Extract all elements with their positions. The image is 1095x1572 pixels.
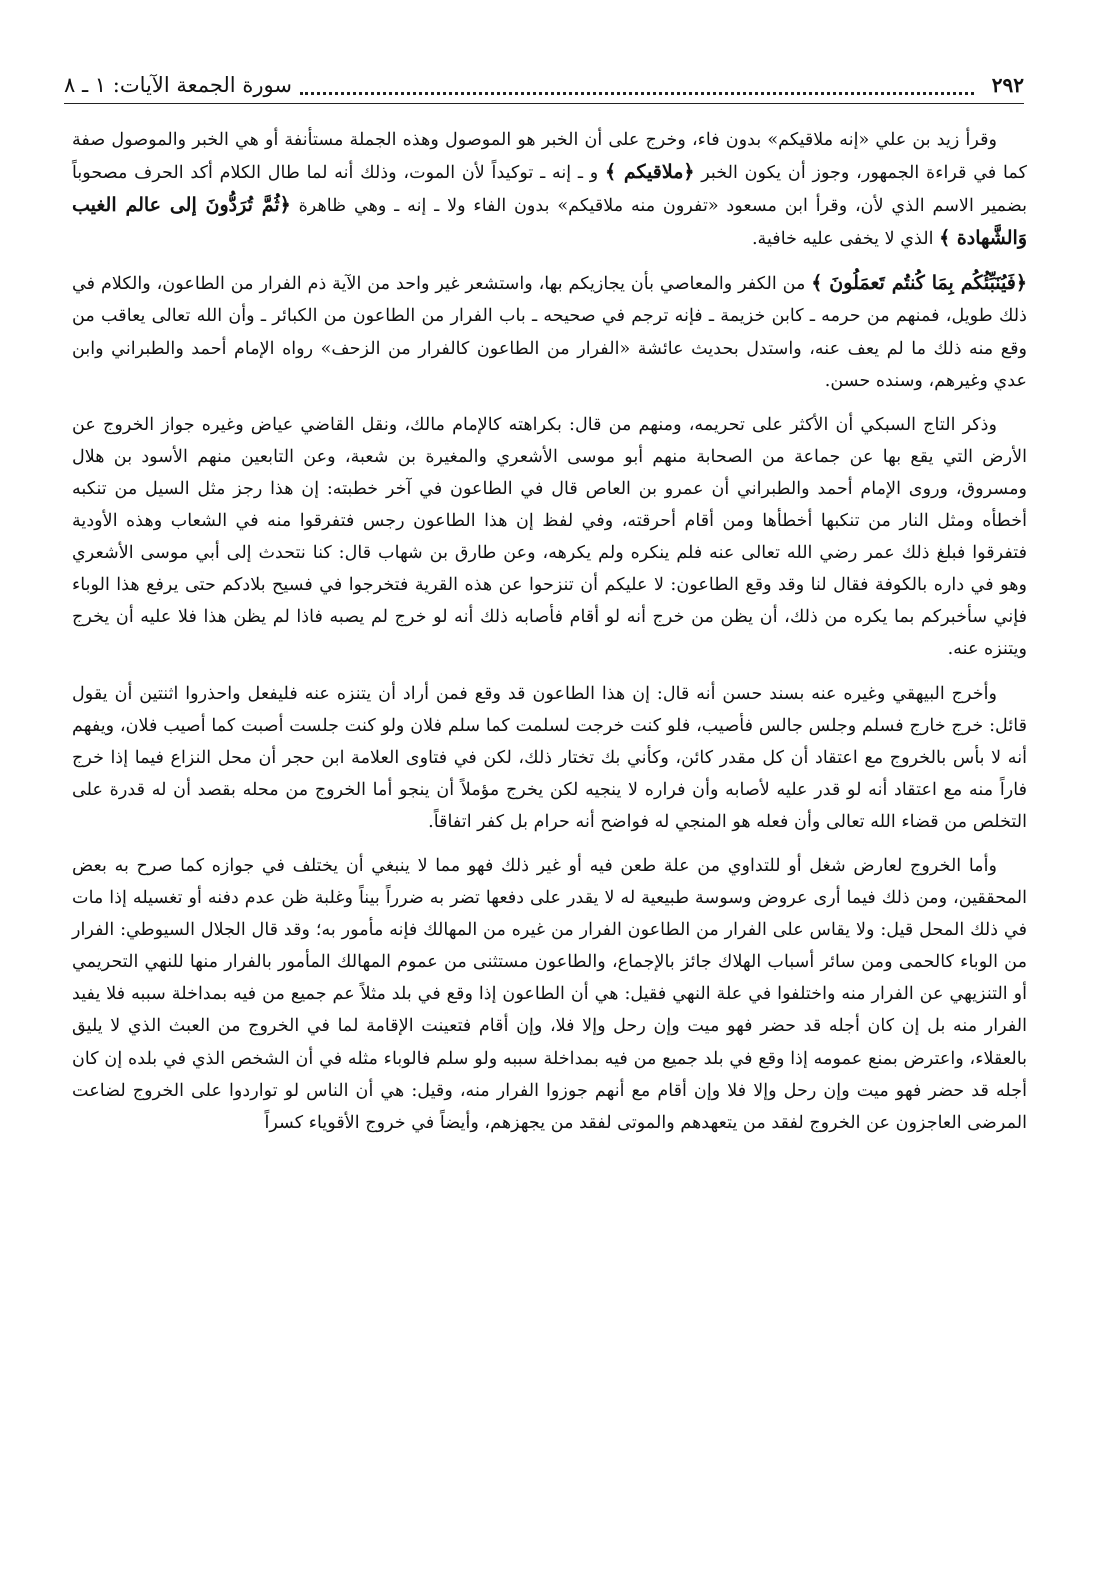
paragraph (72, 409, 1027, 666)
page-header (64, 68, 1024, 102)
paragraph (72, 678, 1027, 838)
running-title: سورة الجمعة الآيات: ١ ـ ٨ (64, 73, 292, 97)
quran-quote: ﴿ثُمَّ تُرَدُّونَ إلى عالم الغيب وَالشَّهادة ﴾ (72, 194, 1027, 250)
quran-quote: ﴿فَيُنَبِّئُكُم بِمَا كُنتُم تَعمَلُونَ ﴾ (811, 272, 1027, 295)
text-run: من الكفر والمعاصي بأن يجازيكم بها، واستشعر غير واحد من الآية ذم الفرار من الطاعون، والكلام في ذلك طويل، فمنهم من حرمه ـ كابن خزيمة ـ فإنه ترجم في صحيحه ـ باب الفرار من الطاعون من الكبائر ـ وأن الله تعالى يعاقب من وقع منه ذلك ما لم يعف عنه، واستدل بحديث عائشة «الفرار من الطاعون كالفرار من الزحف» رواه الإمام أحمد والطبراني وابن عدي وغيرهم، وسنده حسن. (72, 274, 1027, 391)
text-run: وذكر التاج السبكي أن الأكثر على تحريمه، ومنهم من قال: بكراهته كالإمام مالك، ونقل القاضي عياض وغيره جواز الخروج عن الأرض التي يقع بها عن جماعة من الصحابة منهم أبو موسى الأشعري والمغيرة بن شعبة، وعن التابعين منهم الأسود بن هلال ومسروق، وروى الإمام أحمد والطبراني أن عمرو بن العاص قال في الطاعون في آخر خطبته: إن هذا رجز مثل السيل من تنكبه أخطأه ومثل النار من تنكبها أخطأها ومن أقام أحرقته، وفي لفظ إن هذا الطاعون رجس فتفرقوا منه في الشعاب وهذه الأودية فتفرقوا فبلغ ذلك عمر رضي الله تعالى عنه فلم ينكره ولم يكرهه، وعن طارق بن شهاب قال: كنا نتحدث إلى أبي موسى الأشعري وهو في داره بالكوفة فقال لنا وقد وقع الطاعون: لا عليكم أن تنزحوا عن هذه القرية فتخرجوا في فسيح بلادكم حتى يرفع هذا الوباء فإني سأخبركم بما يكره من ذلك، أن يظن من خرج أنه لو أقام فأصابه ذلك أنه لو خرج لم يصبه فاذا لم يظن هذا فلا عليه أن يخرج ويتنزه عنه. (72, 414, 1027, 660)
paragraph (72, 267, 1027, 396)
paragraph (72, 124, 1027, 255)
quran-quote: ﴿ملاقيكم ﴾ (605, 161, 695, 184)
text-run: وأما الخروج لعارض شغل أو للتداوي من علة طعن فيه أو غير ذلك فهو مما لا ينبغي أن يختلف في جوازه كما صرح به بعض المحققين، ومن ذلك فيما أرى عروض وسوسة طبيعية له لا يقدر على دفعها تضر به ضرراً بيناً وغلبة ظن عدم دفنه أو تغسيله إذا مات في ذلك المحل قيل: ولا يقاس على الفرار من الطاعون الفرار من غيره من المهالك فإنه مأمور به؛ وقد قال الجلال السيوطي: الفرار من الوباء كالحمى ومن سائر أسباب الهلاك جائز بالإجماع، والطاعون مستثنى من عموم المهالك المأمور بالفرار منها للنهي التحريمي أو التنزيهي عن الفرار منه واختلفوا في علة النهي فقيل: هي أن الطاعون إذا وقع في بلد مثلاً عم جميع من فيه بمداخلة سببه فلا يفيد الفرار منه بل إن كان أجله قد حضر فهو ميت وإن رحل وإلا فلا، وإن أقام فتعينت الإقامة لما في الخروج من العبث الذي لا يليق بالعقلاء، واعترض بمنع عمومه إذا وقع في بلد جميع من فيه بمداخلة سببه ولو سلم فالوباء مثله في أن الشخص الذي في بلده إن كان أجله قد حضر فهو ميت وإن رحل وإلا فلا وإن أقام مع أنهم جوزوا الفرار منه، وقيل: هي أن الناس لو تواردوا على الخروج لضاعت المرضى العاجزون عن الخروج لفقد من يتعهدهم والموتى لفقد من يجهزهم، وأيضاً في خروج الأقوياء كسراً (72, 855, 1027, 1133)
text-run: و ـ إنه ـ توكيداً لأن الموت، وذلك أنه لما طال الكلام أكد الحرف مصحوباً بضمير الاسم الذي لأن، وقرأ ابن مسعود «تفرون منه ملاقيكم» بدون الفاء ولا ـ إنه ـ وهي ظاهرة (72, 163, 1027, 217)
header-dot-leader (300, 90, 974, 95)
text-run: الذي لا يخفى عليه خافية. (751, 229, 940, 250)
page-body (72, 124, 1027, 1151)
text-run: وقرأ زيد بن علي «إنه ملاقيكم» بدون فاء، وخرج على أن الخبر هو الموصول وهذه الجملة مستأنفة أو هي الخبر والموصول صفة كما في قراءة الجمهور، وجوز أن يكون الخبر (72, 130, 1027, 184)
header-rule (64, 103, 1024, 104)
paragraph (72, 850, 1027, 1139)
text-run: وأخرج البيهقي وغيره عنه بسند حسن أنه قال: إن هذا الطاعون قد وقع فمن أراد أن يتنزه عنه فليفعل واحذروا اثنتين أن يقول قائل: خرج خارج فسلم وجلس جالس فأصيب، فلو كنت خرجت لسلمت كما سلم فلان ولو كنت جلست أصبت كما أصيب فلان، ويفهم أنه لا بأس بالخروج مع اعتقاد أن كل مقدر كائن، وكأني بك تختار ذلك، لكن في فتاوى العلامة ابن حجر أن محل النزاع فيما إذا خرج فاراً منه مع اعتقاد أنه لو قدر عليه لأصابه وأن فراره لا ينجيه لكن يخرج مؤملاً أن ينجو أما الخروج من محله بقصد أن له قدرة على التخلص من قضاء الله تعالى وأن فعله هو المنجي له فواضح أنه حرام بل كفر اتفاقاً. (72, 683, 1027, 832)
page-number: ٢٩٢ (991, 73, 1024, 97)
